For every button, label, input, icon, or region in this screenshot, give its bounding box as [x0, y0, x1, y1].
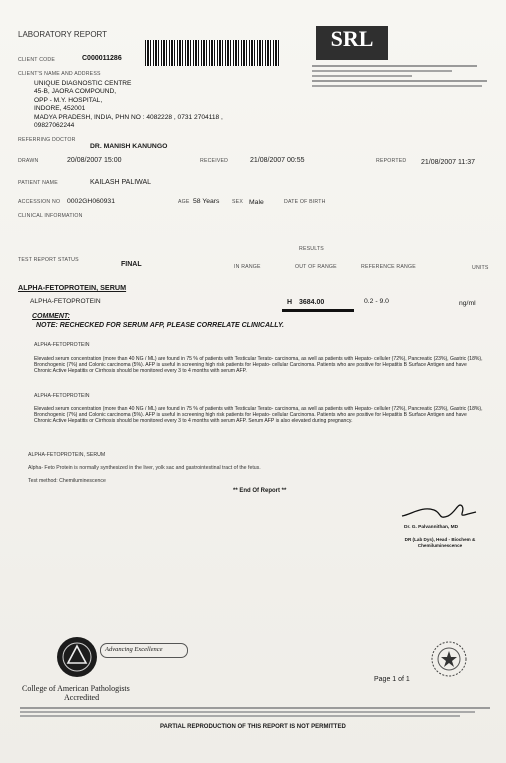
address-line [312, 80, 487, 82]
address-line [312, 75, 412, 77]
test-method: Test method: Chemiluminescence [28, 478, 106, 484]
referring-doctor: DR. MANISH KANUNGO [90, 143, 168, 150]
cap-name: College of American Pathologists [22, 684, 130, 693]
comment-note: NOTE: RECHECKED FOR SERUM AFP, PLEASE CORRELATE CLINICALLY. [36, 322, 284, 329]
received-date: 21/08/2007 00:55 [250, 157, 305, 164]
drawn-date: 20/08/2007 15:00 [67, 157, 122, 164]
cap-logo [56, 636, 98, 683]
dob-label: DATE OF BIRTH [284, 199, 326, 205]
received-label: RECEIVED [200, 158, 229, 164]
result-unit: ng/ml [459, 300, 476, 307]
drawn-label: DRAWN [18, 158, 39, 164]
result-underline [282, 309, 354, 312]
doctor-signature [398, 494, 480, 524]
interpretation-title: ALPHA-FETOPROTEIN [34, 393, 90, 399]
doctor-title: DR (Lab Dys), Head - Biochem & Chemiluminescence [404, 537, 476, 548]
advancing-excellence: Advancing Excellence [105, 646, 163, 653]
client-code: C000011286 [82, 55, 122, 62]
page-number: Page 1 of 1 [374, 676, 410, 683]
end-of-report: ** End Of Report ** [233, 488, 287, 494]
srl-logo [316, 26, 388, 60]
client-address-line: INDORE, 452001 [34, 105, 86, 113]
clinical-info-label: CLINICAL INFORMATION [18, 213, 83, 219]
interpretation-title: ALPHA-FETOPROTEIN [34, 342, 90, 348]
result-flag: H [287, 299, 293, 306]
srl-address-lines [312, 62, 492, 90]
srl-logo-text: SRL [316, 26, 388, 60]
test-section-title: ALPHA-FETOPROTEIN, SERUM [18, 283, 127, 292]
status-label: TEST REPORT STATUS [18, 257, 79, 263]
interpretation-text: Elevated serum concentration (more than 40 NG / ML) are found in 75 % of patients with Testicular Terato- carcinoma, as well as patients with Hepato- celluler (72%), Pancreatic (23%), Gastric (18%), Bronchogenic (7%) and Colonic carcinoma (5%). AFP is useful in screening high risk patients for Hepato- cellular Carcinoma. Patients who are positive for Hepatitis B Surface Antigen and have Chronic Active Hepatitis or Cirrhosis should be monitored every 3 to 4 months with serum AFP. Serum AFP is also elevated during pregnancy. [34, 406, 483, 424]
report-title: LABORATORY REPORT [18, 30, 108, 39]
units-header: UNITS [472, 265, 489, 271]
client-name-label: CLIENT'S NAME AND ADDRESS [18, 71, 101, 77]
accession-label: ACCESSION NO [18, 199, 61, 205]
reference-range: 0.2 - 9.0 [364, 298, 389, 305]
disclaimer-line [20, 715, 460, 717]
referring-doctor-label: REFERRING DOCTOR [18, 137, 76, 143]
client-address-line: OPP - M.Y. HOSPITAL, [34, 96, 103, 104]
out-of-range-header: OUT OF RANGE [295, 264, 337, 270]
client-address-line: UNIQUE DIAGNOSTIC CENTRE [34, 80, 132, 87]
client-address-line: 45-B, JAORA COMPOUND, [34, 88, 117, 96]
address-line [312, 85, 482, 87]
disclaimer-line [20, 711, 475, 713]
in-range-header: IN RANGE [234, 264, 261, 270]
reported-label: REPORTED [376, 158, 407, 164]
partial-reproduction-notice: PARTIAL REPRODUCTION OF THIS REPORT IS NOT PERMITTED [160, 724, 346, 730]
client-code-label: CLIENT CODE [18, 57, 55, 63]
accession-number: 0002GH060931 [67, 198, 115, 205]
client-address [34, 80, 223, 130]
reference-range-header: REFERENCE RANGE [361, 264, 416, 270]
patient-name: KAILASH PALIWAL [90, 179, 152, 186]
results-label: RESULTS [299, 246, 324, 252]
barcode [145, 40, 280, 66]
patient-name-label: PATIENT NAME [18, 180, 58, 186]
result-value: 3684.00 [299, 299, 325, 306]
reported-date: 21/08/2007 11:37 [421, 159, 475, 166]
patient-age: 58 Years [193, 198, 220, 205]
footer-section-title: ALPHA-FETOPROTEIN, SERUM [28, 452, 106, 458]
comment-label: COMMENT: [32, 313, 70, 320]
address-line [312, 65, 477, 67]
cap-accredited: Accredited [64, 693, 100, 702]
disclaimer-lines [20, 705, 490, 719]
client-address-line: MADYA PRADESH, INDIA, PHN NO : 4082228 , 0731 2704118 , [34, 113, 223, 121]
interpretation-text: Elevated serum concentration (more than 40 NG / ML) are found in 75 % of patients with Testicular Terato- carcinoma, as well as patients with Hepato- celluler (72%), Pancreatic (23%), Gastric (18%), Bronchogenic (7%) and Colonic carcinoma (5%). AFP is useful in screening high risk patients for Hepato- cellular Carcinoma. Patients who are positive for Hepatitis B Surface Antigen and have Chronic Active Hepatitis or Cirrhosis should be monitored every 3 to 4 months with serum AFP. [34, 356, 483, 374]
cap-seal-icon [56, 636, 98, 678]
test-name: ALPHA-FETOPROTEIN [30, 298, 101, 305]
sex-label: SEX [232, 199, 243, 205]
accreditation-seal-icon [430, 640, 468, 678]
client-address-line: 09827062244 [34, 122, 75, 130]
disclaimer-line [20, 707, 490, 709]
footer-section-text: Alpha- Feto Protein is normally synthesized in the liver, yolk sac and gastrointestinal tract of the fetus. [28, 465, 261, 471]
age-label: AGE [178, 199, 190, 205]
doctor-name: Dr. G. Palvannithan, MD [404, 525, 459, 530]
address-line [312, 70, 452, 72]
patient-sex: Male [249, 199, 264, 206]
report-status: FINAL [121, 261, 142, 268]
